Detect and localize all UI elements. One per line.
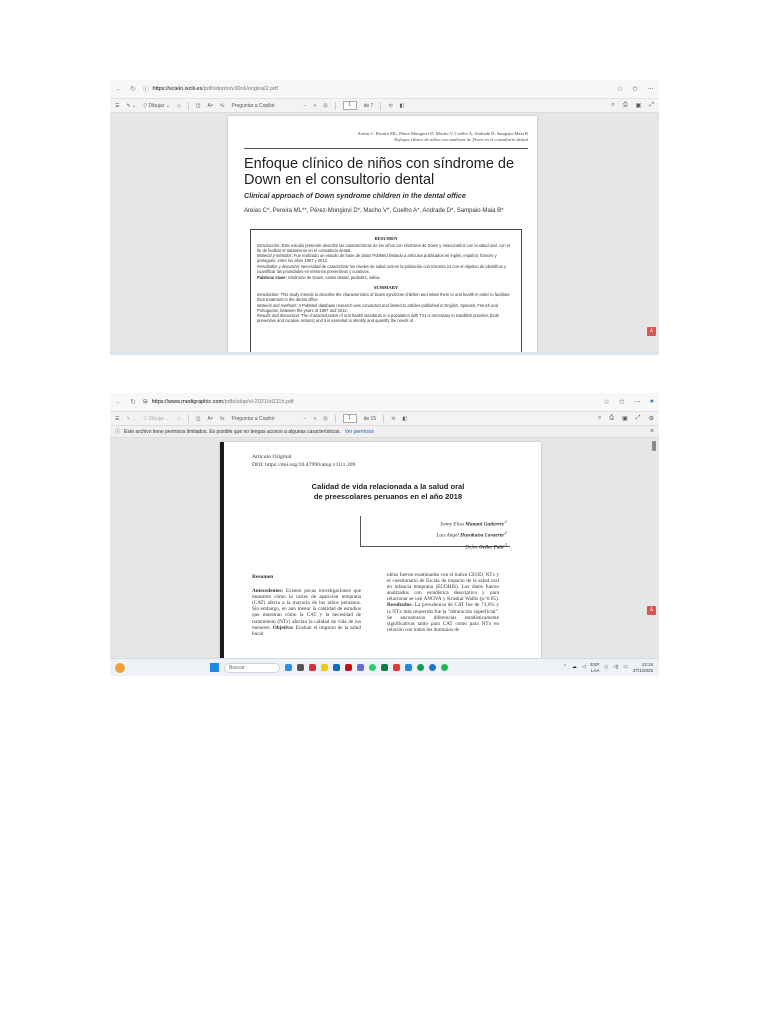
author-bracket-vertical	[360, 516, 361, 546]
save-icon[interactable]: ▣	[635, 103, 642, 109]
highlight-icon[interactable]: ✎ ⌄	[126, 415, 137, 422]
teams-icon[interactable]	[357, 664, 364, 671]
abstract-box	[250, 229, 522, 355]
file-explorer-icon[interactable]	[321, 664, 328, 671]
page-side-bar	[220, 442, 224, 676]
article-meta	[252, 454, 355, 469]
wifi-icon[interactable]: ◇	[604, 665, 609, 670]
article-authors	[437, 518, 507, 552]
windows-start-icon[interactable]	[210, 663, 219, 672]
author-1: Jenny Elisa Manani Gutiérrez$^{,1}$	[439, 519, 507, 528]
read-aloud-icon[interactable]: Aᵃ	[207, 415, 213, 422]
excel-icon[interactable]	[381, 664, 388, 671]
page-view-icon[interactable]: ◫	[195, 102, 201, 109]
resumen-intro: Introducción: Este estudio pretende describir las características de los niños con síndrome de Down y relacionarlos con la salud oral, con el fin de facilitar el tratamiento en el consultorio dental.	[257, 243, 510, 253]
favorite-star-icon[interactable]: ☆	[603, 399, 610, 406]
taskbar-apps	[210, 663, 448, 673]
more-menu-icon[interactable]: ⋯	[633, 399, 641, 406]
battery-icon[interactable]: ▭	[623, 665, 628, 670]
erase-icon[interactable]: ◇	[176, 415, 181, 422]
search-icon[interactable]: ⌕	[597, 415, 602, 421]
back-icon[interactable]: ←	[115, 85, 123, 93]
url-path: /pdf/odonto/v30n6/original2.pdf	[202, 86, 278, 92]
ask-copilot-button[interactable]: Preguntar a Copilot	[231, 102, 275, 109]
article-type: Artículo Original	[252, 454, 292, 460]
page-number-input[interactable]: 1	[343, 101, 357, 110]
header-authors: Areias C, Pereira ML, Pérez-Mongiovi D, Macho V, Coelho A, Andrade D, Sampaio-Maia B	[357, 131, 528, 136]
screenshot-scielo	[110, 80, 659, 355]
copilot-icon[interactable]: ●	[649, 398, 654, 405]
search-icon[interactable]: ⌕	[611, 102, 615, 108]
pdf-toolbar	[110, 412, 659, 426]
rotate-icon[interactable]: ⟲	[391, 415, 396, 422]
location-icon[interactable]: ◁	[581, 665, 586, 670]
pdf-file-icon[interactable]: ⅄	[647, 606, 656, 615]
ask-copilot-button[interactable]: Preguntar a Copilot	[231, 415, 275, 422]
article-authors: Areias C*, Pereira ML**, Pérez-Mongiovi D*, Macho V*, Coelho A*, Andrade D*, Sampaio-Maia B*	[244, 208, 504, 214]
pdf-file-icon[interactable]: ⅄	[647, 327, 656, 336]
resumen-results: Resultados y discusión: Necesidad de caracterizar los niveles de salud oral en la población con trisomía 21 con el objetivo de identificar y cuantificar las prioridades en términos preventivos y curativos.	[257, 263, 507, 274]
immersive-reader-icon[interactable]: ⅍	[219, 102, 225, 109]
info-icon: ⓘ	[115, 429, 121, 435]
two-page-icon[interactable]: ◧	[399, 102, 405, 109]
url-field[interactable]	[143, 85, 611, 93]
header-title: Enfoque clínico de niños con síndrome de Down en el consultorio dental	[394, 137, 528, 142]
toolbar-divider	[188, 102, 189, 110]
draw-label: Dibujar	[148, 102, 165, 109]
url-field[interactable]	[143, 399, 598, 405]
page-number-input[interactable]: 1	[343, 414, 357, 423]
resumen-heading: RESUMEN	[374, 236, 398, 241]
article-doi: DOI: https://doi.org/10.47990/alop.v11i1.209	[252, 461, 356, 468]
task-view-icon[interactable]	[297, 664, 304, 671]
pdf-app-icon[interactable]	[345, 664, 352, 671]
scrollbar-thumb[interactable]	[652, 441, 656, 451]
summary-results: Results and discussion: The characterization of oral health standards in a population with T21 is necessary to establish priorities (both preventive and curative actions) and it is essential to identify and quantify the needs of	[257, 312, 500, 323]
url-host: https://scielo.isciii.es	[152, 86, 203, 92]
two-page-icon[interactable]: ◧	[402, 415, 408, 422]
favorite-star-icon[interactable]: ☆	[616, 86, 624, 93]
language-indicator[interactable]: ESP LAA	[590, 662, 600, 673]
zoom-out-icon[interactable]: −	[303, 102, 307, 109]
header-divider	[244, 148, 528, 149]
abstract-right-column	[387, 572, 499, 633]
toolbar-divider	[383, 415, 384, 423]
collections-icon[interactable]: ✩	[632, 86, 638, 93]
toolbar-divider	[380, 102, 381, 110]
article-title: Enfoque clínico de niños con síndrome de Down en el consultorio dental	[244, 156, 515, 188]
refresh-icon[interactable]: ↻	[130, 86, 136, 93]
url-path: /pdfs/alop/ol-2021/ol211h.pdf	[223, 399, 294, 405]
pdf-toolbar	[110, 99, 659, 113]
volume-icon[interactable]: ◁)	[613, 665, 619, 670]
refresh-icon[interactable]: ↻	[130, 399, 136, 406]
table-of-contents-icon[interactable]: ☰	[115, 415, 120, 422]
pdf-page	[228, 116, 537, 355]
windows-taskbar	[110, 658, 659, 676]
url-host: https://www.medigraphic.com	[151, 399, 224, 405]
onedrive-icon[interactable]: ☁	[571, 665, 577, 670]
article-title	[250, 482, 526, 502]
print-icon[interactable]: ⎙	[609, 415, 615, 421]
lock-icon: ⓘ	[143, 87, 149, 93]
toolbar-divider	[188, 415, 189, 423]
resumen-methods: Material y métodos: Fue realizado un estudio de base de datos PubMed limitado a artículos publicados en inglés, español, francés y portugués, entre los años 1997 y 2012.	[257, 253, 497, 264]
weather-icon[interactable]	[115, 663, 125, 673]
copilot-app-icon[interactable]	[285, 664, 292, 671]
spotify-icon[interactable]	[441, 664, 448, 671]
screenshot-medigraphic	[110, 393, 659, 676]
word-icon[interactable]	[405, 664, 412, 671]
taskbar-search-input[interactable]: Buscar	[224, 663, 280, 673]
summary-methods: Material and methods: A PubMed database research was conducted and limited to articles published in English, Spanish, French and Portuguese, between the years of 1997 and 2012.	[257, 302, 498, 313]
zoom-out-icon[interactable]: −	[303, 415, 307, 422]
zoom-in-icon[interactable]: +	[313, 102, 317, 109]
summary-heading: SUMMARY	[373, 285, 399, 291]
table-of-contents-icon[interactable]: ☰	[115, 102, 120, 109]
methods-results-paragraph: niños fueron examinados con el índice CEOD, NTx y el cuestionario de Escala de impacto de la salud oral en infancia temprana (ECOHIS). Los datos fueron analizados con estadística descriptiva y para relacionar se usó ANOVA y Kruskal Wallis (p<0.05). Resultados: La prevalencia de CAT fue de 73,6% y la NTx más requerida fue la "obturación superficial". Se encontraron diferencias estadísticamente significativas tanto para CAT como para NTx en relación con todos los dominios de	[387, 572, 499, 633]
collections-icon[interactable]: ✩	[618, 399, 625, 406]
toolbar-divider	[335, 415, 336, 423]
title-line-1: Calidad de vida relacionada a la salud oral	[311, 482, 465, 491]
permissions-infobar	[110, 426, 659, 438]
author-3: Defne Geller Paltí$^{,3}$	[465, 541, 507, 551]
taskbar-edge	[110, 352, 659, 355]
draw-button[interactable]: ▽ Dibujar ⌄	[143, 415, 170, 422]
title-line-2: de preescolares peruanos en el año 2018	[313, 492, 463, 501]
pdf-page	[220, 442, 541, 676]
read-aloud-icon[interactable]: Aᵃ	[207, 102, 213, 109]
fit-page-icon[interactable]: ⊡	[323, 415, 328, 422]
chevron-up-icon[interactable]: ⌃	[562, 665, 567, 670]
page-view-icon[interactable]: ◫	[195, 415, 201, 422]
app-icon[interactable]	[309, 664, 316, 671]
summary-intro: Introduction: This study intends to describe the characteristics of Down syndrome children and relate them to oral health in order to facilitate their treatment in the dental office.	[257, 292, 510, 303]
store-icon[interactable]	[333, 664, 340, 671]
highlight-icon[interactable]: ✎ ⌄	[126, 102, 137, 109]
author-2: Luis Angel Huyakuisa Lavaerta$^{,2}$	[436, 530, 507, 540]
brave-icon[interactable]	[393, 664, 400, 671]
erase-icon[interactable]: ◇	[176, 102, 181, 109]
settings-gear-icon[interactable]: ⚙	[648, 416, 654, 422]
print-icon[interactable]: ⎙	[622, 102, 628, 108]
clock[interactable]: 13:15 27/1/2025	[632, 662, 653, 673]
draw-button[interactable]: ▽ Dibujar ⌄	[143, 102, 170, 109]
browser-address-bar	[110, 393, 659, 412]
close-icon[interactable]: ×	[649, 428, 654, 435]
fit-page-icon[interactable]: ⊡	[323, 102, 328, 109]
zoom-in-icon[interactable]: +	[313, 415, 317, 422]
browser-address-bar	[110, 80, 659, 99]
edge-icon[interactable]	[429, 664, 436, 671]
system-tray	[563, 662, 653, 673]
page-total: de 7	[363, 102, 374, 109]
resumen-heading: Resumen	[252, 574, 274, 580]
toolbar-divider	[335, 102, 336, 110]
running-header	[357, 131, 528, 143]
abstract-left-column	[252, 574, 361, 637]
fullscreen-icon[interactable]: ⤢	[649, 102, 654, 108]
more-menu-icon[interactable]: ⋯	[647, 86, 654, 93]
antecedentes-paragraph: Antecedentes: Existen pocas investigaciones que muestren cómo la caries de aparición temprana (CAT) afecta a la mayoría de los niños peruanos. Sin embargo, en aun menor la cantidad de estudios que muestran cómo la CAT y la necesidad de tratamiento (NTx) afectan la calidad de vida de los menores. Objetivo: Evaluar el impacto de la salud bucal	[252, 588, 361, 637]
immersive-reader-icon[interactable]: ⅍	[219, 415, 225, 422]
rotate-icon[interactable]: ⟲	[388, 102, 393, 109]
view-permissions-link[interactable]: Ver permisos	[344, 428, 374, 435]
keywords: Palabras clave: Síndrome de Down, caries dental, pediatría, saliva.	[257, 275, 381, 281]
whatsapp-icon[interactable]	[369, 664, 376, 671]
page-total: de 15	[363, 415, 377, 422]
draw-label: Dibujar	[148, 415, 165, 422]
back-icon[interactable]: ←	[115, 398, 123, 406]
chrome-icon[interactable]	[417, 664, 424, 671]
save-icon[interactable]: ▣	[622, 416, 628, 422]
permissions-message: Este archivo tiene permisos limitados. Es posible que no tengas acceso a algunas características.	[124, 428, 341, 435]
lock-icon: ⊟	[143, 399, 148, 405]
article-subtitle: Clinical approach of Down syndrome children in the dental office	[244, 191, 466, 200]
fullscreen-icon[interactable]: ⤢	[635, 415, 641, 421]
